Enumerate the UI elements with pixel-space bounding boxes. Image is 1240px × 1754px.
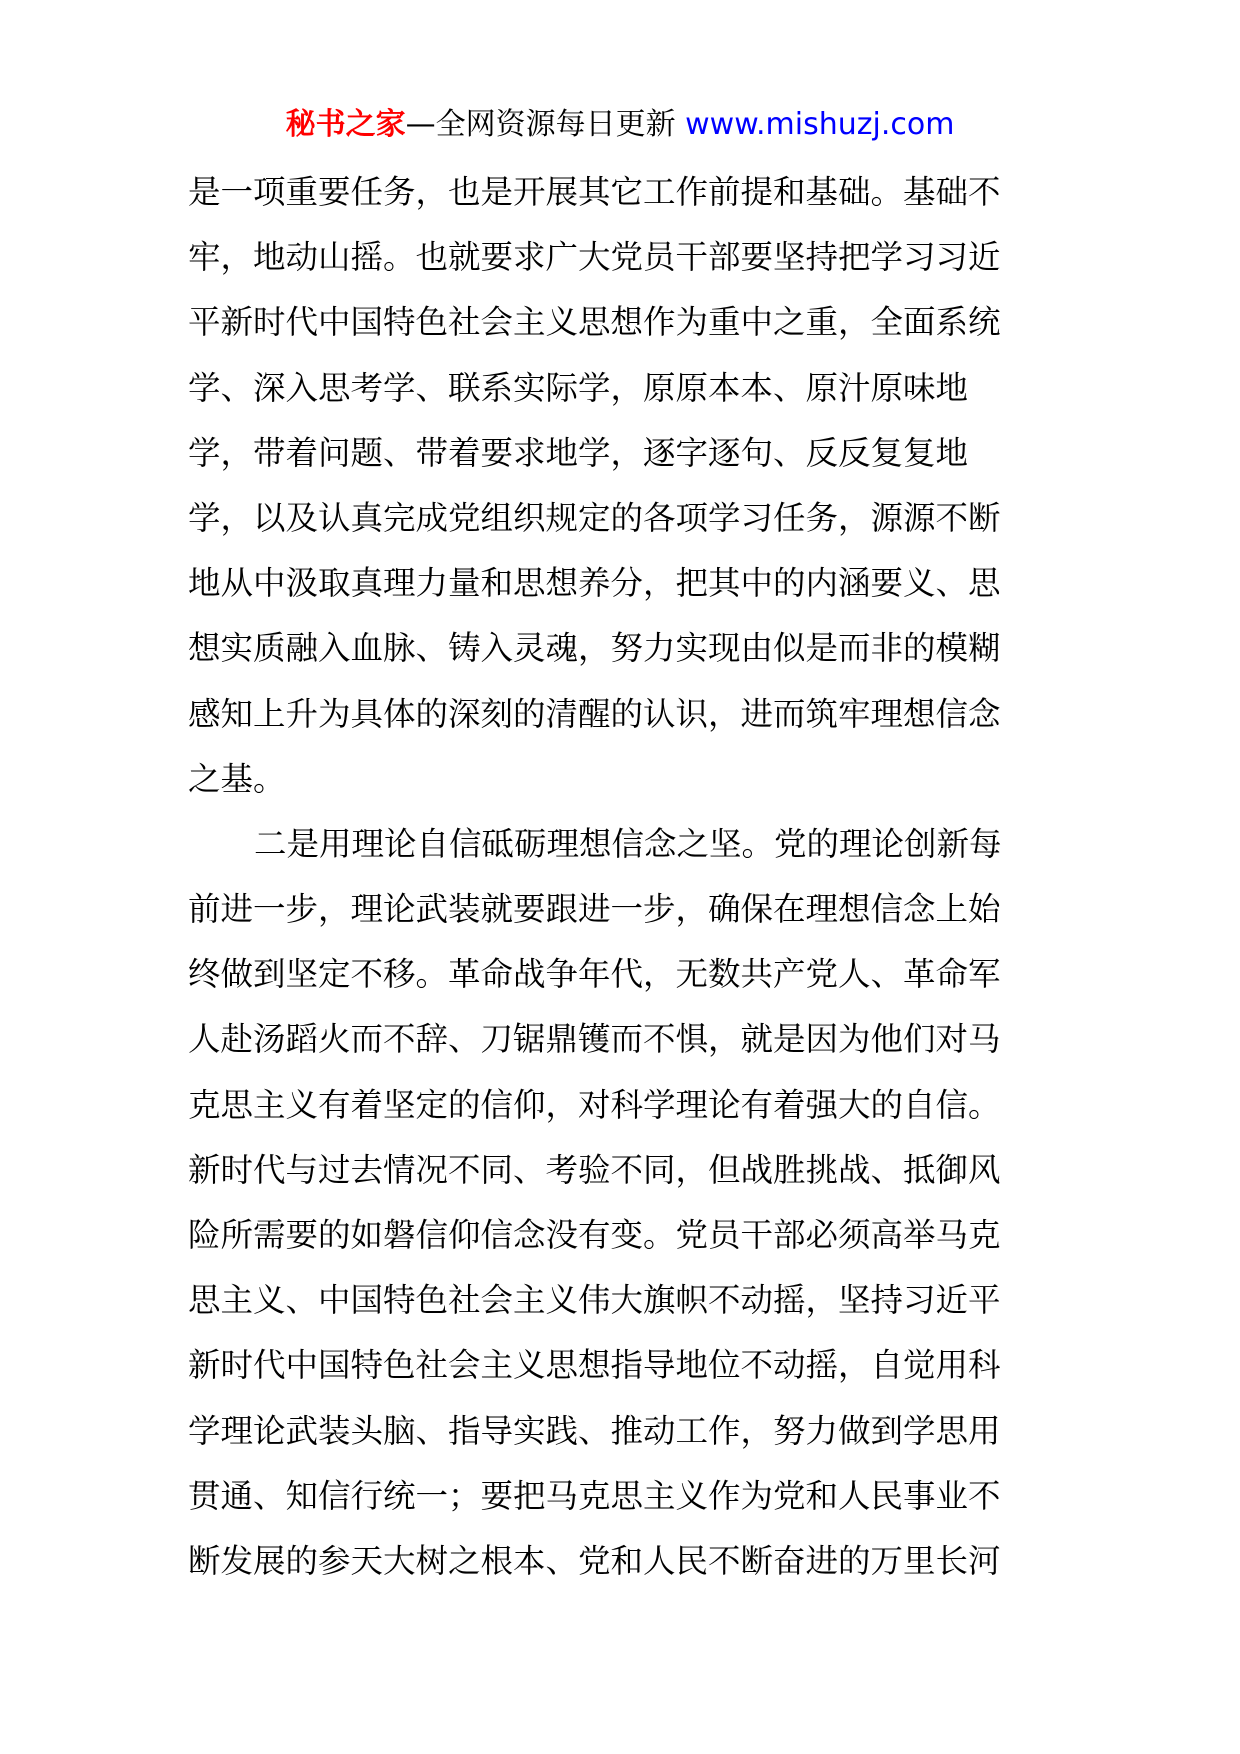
text-line: 之基。 (188, 759, 286, 798)
text-line: 地从中汲取真理力量和思想养分，把其中的内涵要义、思 (188, 564, 1001, 603)
text-line: 险所需要的如磐信仰信念没有变。党员干部必须高举马克 (188, 1216, 1001, 1254)
text-line: 断发展的参天大树之根本、党和人民不断奋进的万里长河 (188, 1541, 1001, 1580)
text-line: 人赴汤蹈火而不辞、刀锯鼎镬而不惧，就是因为他们对马 (188, 1020, 1001, 1059)
text-line: 新时代中国特色社会主义思想指导地位不动摇，自觉用科 (188, 1346, 1001, 1385)
text-line: 牢，地动山摇。也就要求广大党员干部要坚持把学习习近 (188, 238, 1001, 277)
text-line: 学、深入思考学、联系实际学，原原本本、原汁原味地 (188, 368, 969, 407)
text-line: 克思主义有着坚定的信仰，对科学理论有着强大的自信。 (188, 1085, 1001, 1124)
header-tagline: —全网资源每日更新 (405, 107, 676, 142)
text-line: 思主义、中国特色社会主义伟大旗帜不动摇，坚持习近平 (188, 1281, 1001, 1320)
text-line: 终做到坚定不移。革命战争年代，无数共产党人、革命军 (188, 955, 1001, 994)
text-line: 学，带着问题、带着要求地学，逐字逐句、反反复复地 (188, 433, 969, 472)
brand-name: 秘书之家 (285, 107, 406, 142)
text-line: 是一项重要任务，也是开展其它工作前提和基础。基础不 (188, 173, 1001, 211)
text-line: 想实质融入血脉、铸入灵魂，努力实现由似是而非的模糊 (188, 629, 1001, 668)
document-body (188, 160, 1036, 1594)
text-line: 新时代与过去情况不同、考验不同，但战胜挑战、抵御风 (188, 1150, 1001, 1189)
text-line: 学，以及认真完成党组织规定的各项学习任务，源源不断 (188, 498, 1001, 537)
text-line: 学理论武装头脑、指导实践、推动工作，努力做到学思用 (188, 1411, 1001, 1450)
site-url-link[interactable]: www.mishuzj.com (685, 107, 955, 142)
text-line: 贯通、知信行统一；要把马克思主义作为党和人民事业不 (188, 1476, 1001, 1515)
page-header (0, 98, 1240, 152)
text-line: 前进一步，理论武装就要跟进一步，确保在理想信念上始 (188, 890, 1001, 929)
paragraph-start-line: 二是用理论自信砥砺理想信念之坚。党的理论创新每 (254, 824, 1002, 863)
text-line: 感知上升为具体的深刻的清醒的认识，进而筑牢理想信念 (188, 694, 1001, 733)
text-line: 平新时代中国特色社会主义思想作为重中之重，全面系统 (188, 303, 1001, 342)
